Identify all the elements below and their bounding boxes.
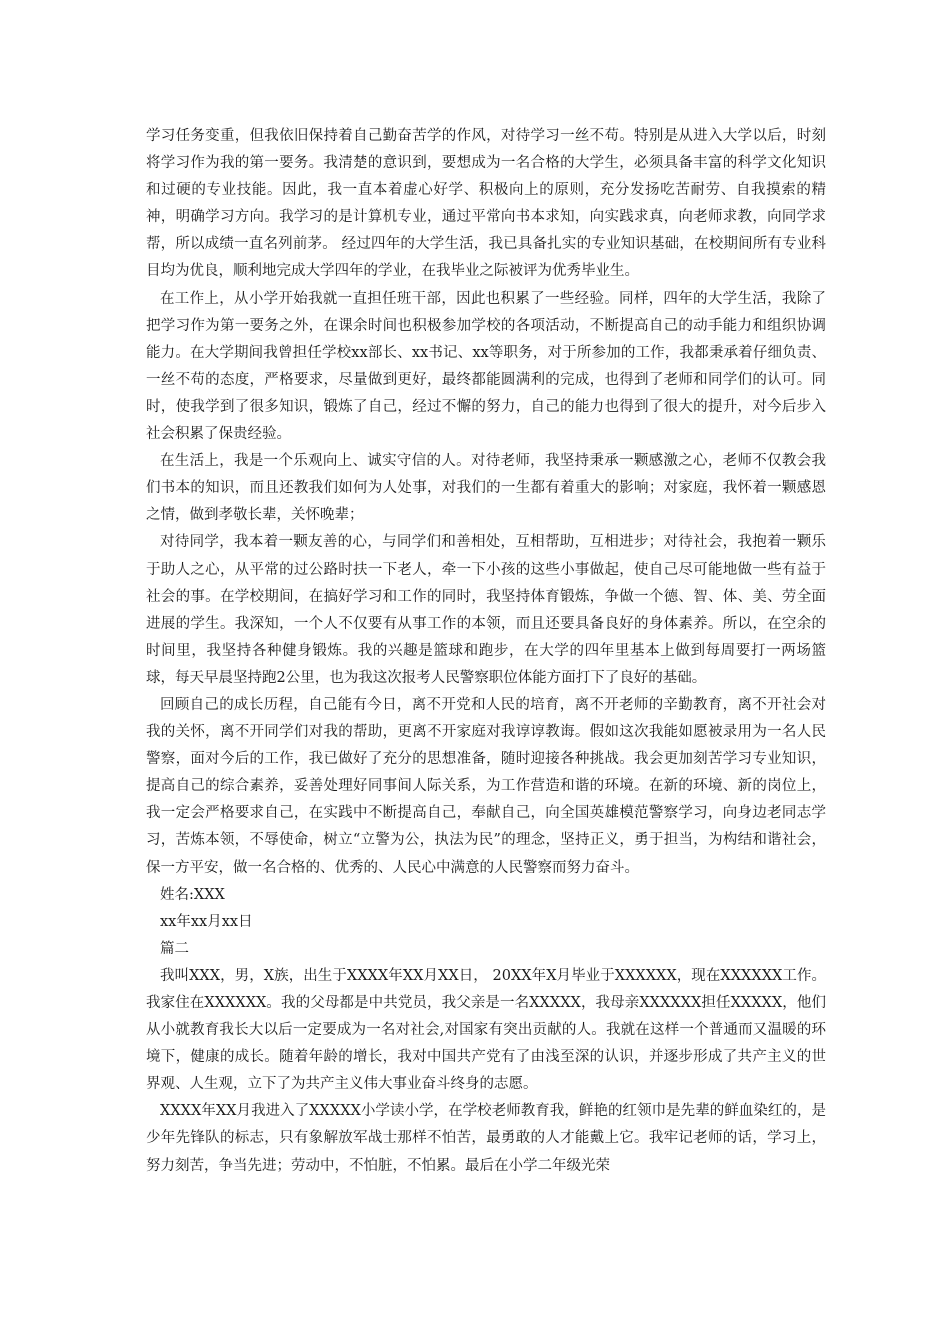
paragraph-study: 学习任务变重，但我依旧保持着自己勤奋苦学的作风，对待学习一丝不苟。特别是从进入大学以后，时刻将学习作为我的第一要务。我清楚的意识到，要想成为一名合格的大学生，必须具备丰富的科学文化知识和过硬的专业技能。因此，我一直本着虚心好学、积极向上的原则，充分发扬吃苦耐劳、自我摸索的精神，明确学习方向。我学习的是计算机专业，通过平常向书本求知，向实践求真，向老师求教，向同学求帮，所以成绩一直名列前茅。 经过四年的大学生活，我已具备扎实的专业知识基础，在校期间所有专业科目均为优良，顺利地完成大学四年的学业，在我毕业之际被评为优秀毕业生。 <box>146 128 826 280</box>
document-body <box>146 123 826 1180</box>
signature-date: xx年xx月xx日 <box>160 913 253 930</box>
paragraph-life: 在生活上，我是一个乐观向上、诚实守信的人。对待老师，我坚持秉承一颗感激之心，老师不仅教会我们书本的知识，而且还教我们如何为人处事，对我们的一生都有着重大的影响；对家庭，我怀着一颗感恩之情，做到孝敬长辈，关怀晚辈； <box>146 453 826 524</box>
paragraph-intro: 我叫XXX，男，X族，出生于XXXX年XX月XX日， 20XX年X月毕业于XXXXXX，现在XXXXXX工作。我家住在XXXXXX。我的父母都是中共党员，我父亲是一名XXXXX，我母亲XXXXXX担任XXXXX，他们从小就教育我长大以后一定要成为一名对社会,对国家有突出贡献的人。我就在这样一个普通而又温暖的环境下，健康的成长。随着年龄的增长，我对中国共产党有了由浅至深的认识，并逐步形成了共产主义的世界观、人生观，立下了为共产主义伟大事业奋斗终身的志愿。 <box>146 967 826 1093</box>
paragraph-work: 在工作上，从小学开始我就一直担任班干部，因此也积累了一些经验。同样，四年的大学生活，我除了把学习作为第一要务之外，在课余时间也积极参加学校的各项活动，不断提高自己的动手能力和组织协调能力。在大学期间我曾担任学校xx部长、xx书记、xx等职务，对于所参加的工作，我都秉承着仔细负责、一丝不苟的态度，严格要求，尽量做到更好，最终都能圆满利的完成，也得到了老师和同学们的认可。同时，使我学到了很多知识，锻炼了自己，经过不懈的努力，自己的能力也得到了很大的提升，对今后步入社会积累了保贵经验。 <box>146 290 826 443</box>
signature-name: 姓名:XXX <box>160 886 225 903</box>
paragraph-primary-school: XXXX年XX月我进入了XXXXX小学读小学，在学校老师教育我，鲜艳的红领巾是先辈的鲜血染红的，是少年先锋队的标志，只有象解放军战士那样不怕苦，最勇敢的人才能戴上它。我牢记老师的话，学习上，努力刻苦，争当先进；劳动中，不怕脏，不怕累。最后在小学二年级光荣 <box>146 1103 826 1174</box>
paragraph-classmates: 对待同学，我本着一颗友善的心，与同学们和善相处，互相帮助，互相进步；对待社会，我抱着一颗乐于助人之心，从平常的过公路时扶一下老人，牵一下小孩的这些小事做起，使自己尽可能地做一些有益于社会的事。在学校期间，在搞好学习和工作的同时，我坚持体育锻炼，争做一个德、智、体、美、劳全面进展的学生。我深知，一个人不仅要有从事工作的本领，而且还要具备良好的身体素养。所以，在空余的时间里，我坚持各种健身锻炼。我的兴趣是篮球和跑步，在大学的四年里基本上做到每周要打一两场篮球，每天早晨坚持跑2公里，也为我这次报考人民警察职位体能方面打下了良好的基础。 <box>146 534 826 686</box>
paragraph-review: 回顾自己的成长历程，自己能有今日，离不开党和人民的培育，离不开老师的辛勤教育，离不开社会对我的关怀，离不开同学们对我的帮助，更离不开家庭对我谆谆教诲。假如这次我能如愿被录用为一名人民警察，面对今后的工作，我已做好了充分的思想准备，随时迎接各种挑战。我会更加刻苦学习专业知识，提高自己的综合素养，妥善处理好同事间人际关系，为工作营造和谐的环境。在新的环境、新的岗位上，我一定会严格要求自己，在实践中不断提高自己，奉献自己，向全国英雄模范警察学习，向身边老同志学习，苦炼本领，不辱使命，树立“立警为公，执法为民”的理念，坚持正义，勇于担当，为构结和谐社会，保一方平安，做一名合格的、优秀的、人民心中满意的人民警察而努力奋斗。 <box>146 696 826 876</box>
section-heading: 篇二 <box>160 940 189 957</box>
